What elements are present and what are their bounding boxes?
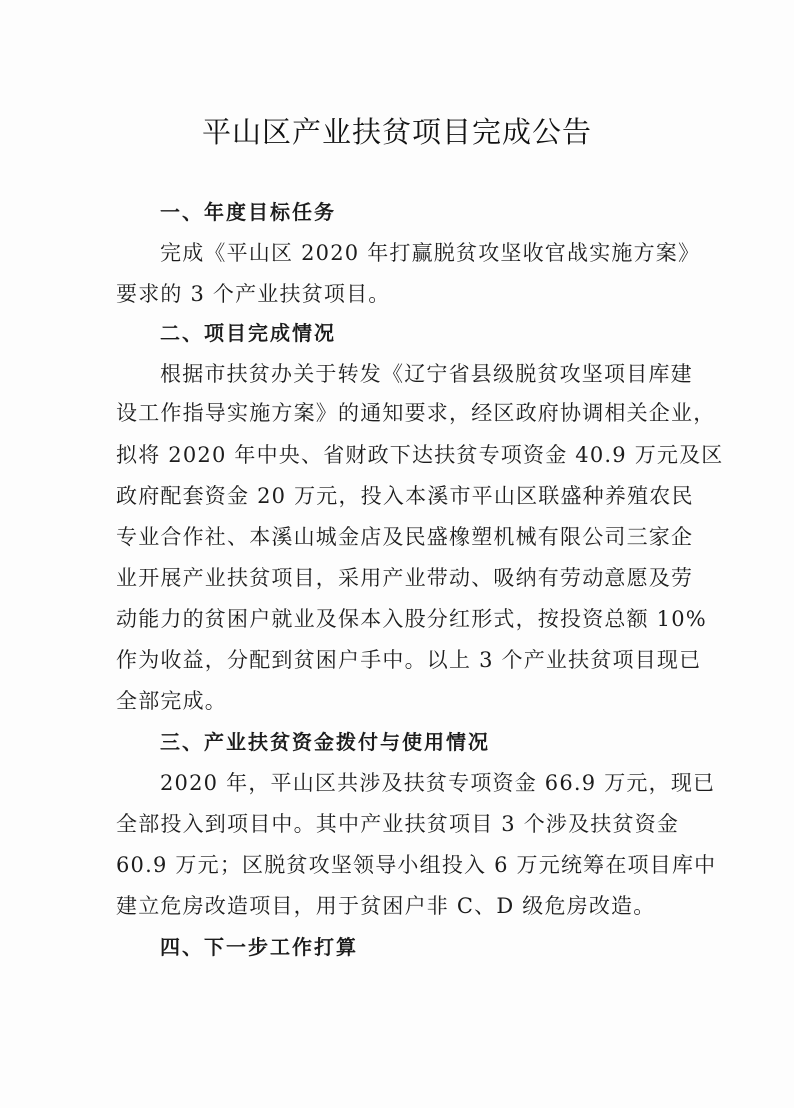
paragraph-line: 拟将 2020 年中央、省财政下达扶贫专项资金 40.9 万元及区 <box>116 443 724 467</box>
paragraph-line: 动能力的贫困户就业及保本入股分红形式，按投资总额 10% <box>116 607 707 631</box>
paragraph-line: 要求的 3 个产业扶贫项目。 <box>116 282 391 306</box>
section-heading-3: 三、产业扶贫资金拨付与使用情况 <box>160 730 490 754</box>
paragraph-line: 全部完成。 <box>116 689 227 713</box>
paragraph-line: 作为收益，分配到贫困户手中。以上 3 个产业扶贫项目现已 <box>116 648 702 672</box>
section-heading-1: 一、年度目标任务 <box>160 200 336 224</box>
paragraph-line: 60.9 万元；区脱贫攻坚领导小组投入 6 万元统筹在项目库中 <box>116 853 717 877</box>
paragraph-line: 根据市扶贫办关于转发《辽宁省县级脱贫攻坚项目库建 <box>160 362 693 386</box>
page-title: 平山区产业扶贫项目完成公告 <box>201 115 592 149</box>
paragraph-line: 专业合作社、本溪山城金店及民盛橡塑机械有限公司三家企 <box>116 525 694 549</box>
section-heading-2: 二、项目完成情况 <box>160 321 336 345</box>
paragraph-line: 2020 年，平山区共涉及扶贫专项资金 66.9 万元，现已 <box>160 771 716 795</box>
paragraph-line: 建立危房改造项目，用于贫困户非 C、D 级危房改造。 <box>116 894 656 918</box>
section-heading-4: 四、下一步工作打算 <box>160 935 358 959</box>
paragraph-line: 全部投入到项目中。其中产业扶贫项目 3 个涉及扶贫资金 <box>116 812 680 836</box>
paragraph-line: 政府配套资金 20 万元，投入本溪市平山区联盛种养殖农民 <box>116 484 694 508</box>
paragraph-line: 完成《平山区 2020 年打赢脱贫攻坚收官战实施方案》 <box>160 241 701 265</box>
paragraph-line: 业开展产业扶贫项目，采用产业带动、吸纳有劳动意愿及劳 <box>116 566 694 590</box>
paragraph-line: 设工作指导实施方案》的通知要求，经区政府协调相关企业， <box>116 401 716 425</box>
